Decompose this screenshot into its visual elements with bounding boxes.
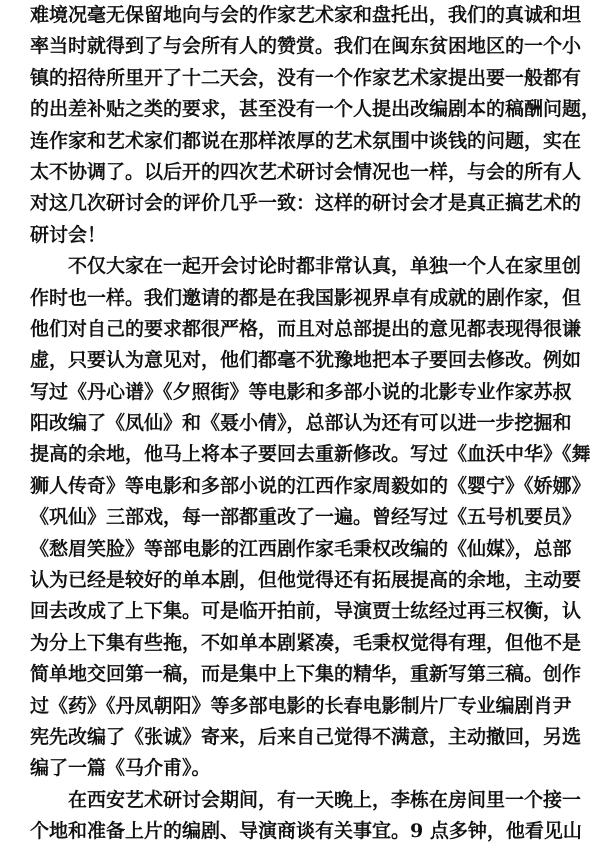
text-line: 宪先改编了《张诚》寄来，后来自己觉得不满意，主动撤回，另选 xyxy=(30,725,582,748)
text-line: 认为已经是较好的单本剧，但他觉得还有拓展提高的余地，主动要 xyxy=(30,569,582,592)
paragraph-1 xyxy=(30,0,600,251)
text-line: 写过《丹心谱》《夕照街》等电影和多部小说的北影专业作家苏叔 xyxy=(30,380,572,403)
text-line: 他们对自己的要求都很严格，而且对总部提出的意见都表现得很谦 xyxy=(30,317,582,340)
text-line: 率当时就得到了与会所有人的赞赏。我们在闽东贫困地区的一个小 xyxy=(30,35,582,58)
text-line: 阳改编了《凤仙》和《聂小倩》，总部认为还有可以进一步挖掘和 xyxy=(30,412,572,435)
text-line: 不仅大家在一起开会讨论时都非常认真，单独一个人在家里创 xyxy=(68,255,582,278)
text-line: 过《药》《丹凤朝阳》等多部电影的长春电影制片厂专业编剧肖尹 xyxy=(30,694,572,717)
text-line: 《巩仙》三部戏，每一部都重改了一遍。曾经写过《五号机要员》 xyxy=(30,506,582,529)
text-line: 虚，只要认为意见对，他们都毫不犹豫地把本子要回去修改。例如 xyxy=(30,349,582,372)
text-line: 《愁眉笑脸》等部电影的江西剧作家毛秉权改编的《仙媒》，总部 xyxy=(30,537,572,560)
text-line: 难境况毫无保留地向与会的作家艺术家和盘托出，我们的真诚和坦 xyxy=(30,4,582,26)
text-line: 的出差补贴之类的要求，甚至没有一个人提出改编剧本的稿酬问题， xyxy=(30,98,600,121)
text-line: 简单地交回第一稿，而是集中上下集的精华，重新写第三稿。创作 xyxy=(30,663,582,686)
paragraph-3 xyxy=(30,785,582,848)
text-line: 在西安艺术研讨会期间，有一天晚上，李栋在房间里一个接一 xyxy=(68,788,582,811)
text-line: 编了一篇《马介甫》。 xyxy=(30,757,211,780)
text-line: 狮人传奇》等电影和多部小说的江西作家周毅如的《婴宁》《娇娜》 xyxy=(30,474,591,497)
text-line: 太不协调了。以后开的四次艺术研讨会情况也一样，与会的所有人 xyxy=(30,160,582,183)
text-line: 镇的招待所里开了十二天会，没有一个作家艺术家提出要一般都有 xyxy=(30,66,582,89)
text-line: 提高的余地，他马上将本子要回去重新修改。写过《血沃中华》《舞 xyxy=(30,443,591,466)
text-line: 作时也一样。我们邀请的都是在我国影视界卓有成就的剧作家，但 xyxy=(30,286,582,309)
text-line: 回去改成了上下集。可是临开拍前，导演贾士纮经过再三权衡，认 xyxy=(30,600,582,623)
text-line: 连作家和艺术家们都说在那样浓厚的艺术氛围中谈钱的问题，实在 xyxy=(30,129,582,152)
text-line: 研讨会！ xyxy=(30,223,107,246)
document-page xyxy=(30,0,600,843)
text-line: 为分上下集有些拖，不如单本剧紧凑，毛秉权觉得有理，但他不是 xyxy=(30,631,582,654)
text-line: 对这几次研讨会的评价几乎一致：这样的研讨会才是真正搞艺术的 xyxy=(30,192,582,215)
text-line: 个地和准备上片的编剧、导演商谈有关事宜。9 点多钟，他看见山 xyxy=(30,820,582,843)
paragraph-2 xyxy=(30,251,591,785)
